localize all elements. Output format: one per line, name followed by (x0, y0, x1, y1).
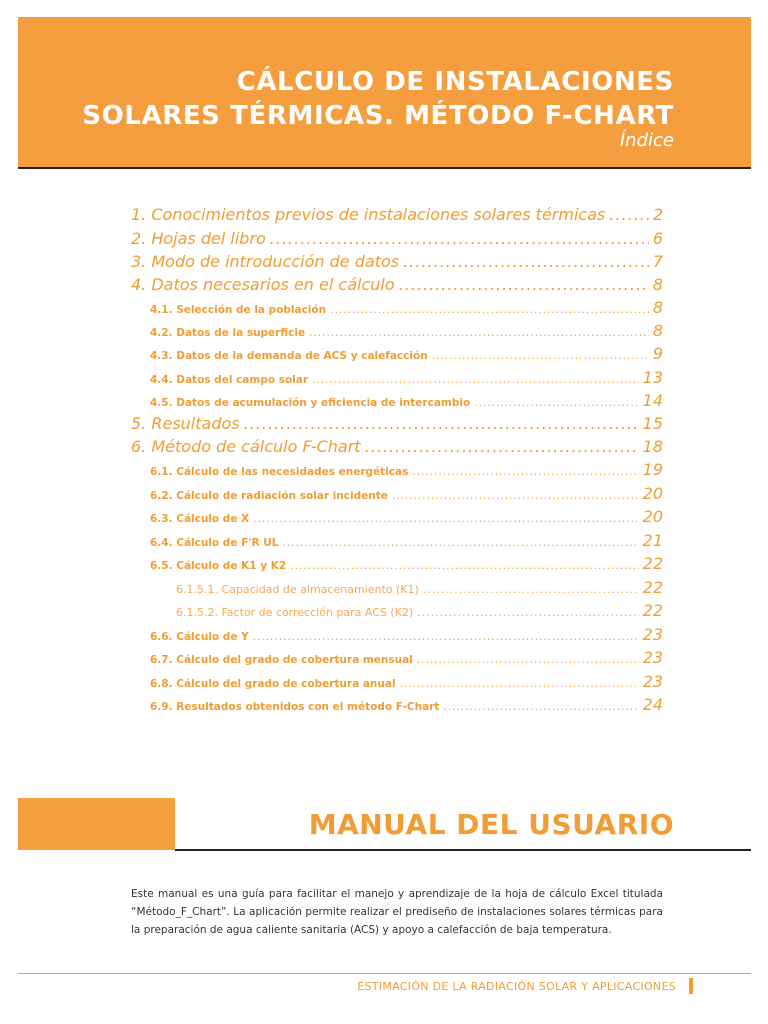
toc-leader (290, 560, 639, 572)
toc-leader (312, 374, 639, 386)
toc-entry-page: 19 (642, 460, 663, 479)
toc-entry[interactable] (131, 252, 663, 271)
toc-entry-label: 6.5. Cálculo de K1 y K2 (150, 560, 287, 572)
footer-divider (18, 973, 751, 974)
toc-entry[interactable] (150, 648, 663, 667)
toc-entry[interactable] (131, 437, 663, 456)
toc-entry[interactable] (150, 344, 663, 363)
toc-entry-page: 23 (642, 672, 663, 691)
footer-caption: ESTIMACIÓN DE LA RADIACIÓN SOLAR Y APLICACIONES (357, 980, 676, 993)
toc-entry-page: 22 (642, 554, 663, 573)
toc-leader (253, 631, 639, 643)
toc-entry-page: 20 (642, 484, 663, 503)
toc-entry-label: 6.1.5.1. Capacidad de almacenamiento (K1) (176, 583, 419, 596)
intro-paragraph: Este manual es una guía para facilitar el manejo y aprendizaje de la hoja de cálculo Excel titulada “Método_F_Chart”. La aplicación permite realizar el prediseño de instalaciones solares térmicas para la preparación de agua caliente sanitaria (ACS) y apoyo a calefacción de baja temperatura. (131, 888, 663, 936)
toc-entry-page: 18 (642, 437, 663, 456)
toc-entry-page: 8 (652, 321, 663, 340)
toc-leader (412, 466, 638, 478)
toc-entry-page: 8 (652, 298, 663, 317)
toc-leader (399, 275, 649, 294)
toc-entry-label: 4.4. Datos del campo solar (150, 374, 309, 386)
toc-entry[interactable] (150, 321, 663, 340)
toc-leader (309, 327, 649, 339)
toc-entry-page: 9 (652, 344, 663, 363)
index-subtitle: Índice (619, 130, 674, 151)
toc-entry-page: 24 (642, 695, 663, 714)
toc-entry-label: 4.3. Datos de la demanda de ACS y calefacción (150, 350, 428, 362)
toc-entry-page: 20 (642, 507, 663, 526)
toc-leader (253, 513, 638, 525)
toc-entry[interactable] (150, 298, 663, 317)
toc-leader (282, 537, 638, 549)
toc-entry-page: 14 (642, 391, 663, 410)
toc-leader (443, 701, 638, 713)
toc-entry[interactable] (150, 531, 663, 550)
toc-entry-page: 6 (652, 229, 663, 248)
toc-leader (403, 252, 649, 271)
manual-divider (175, 849, 751, 851)
toc-entry[interactable] (150, 368, 663, 387)
manual-accent-bar (18, 798, 175, 850)
toc-entry-label: 6.1.5.2. Factor de corrección para ACS (K2) (176, 606, 414, 619)
toc-entry-page: 22 (642, 601, 663, 620)
header-banner (18, 17, 751, 169)
toc-entry[interactable] (150, 554, 663, 573)
toc-leader (474, 397, 638, 409)
toc-entry-label: 4.2. Datos de la superficie (150, 327, 306, 339)
toc-leader (392, 490, 639, 502)
toc-leader (417, 606, 638, 619)
toc-entry-label: 6. Método de cálculo F-Chart (131, 437, 361, 456)
toc-entry[interactable] (150, 391, 663, 410)
toc-leader (432, 350, 649, 362)
toc-entry-label: 4.5. Datos de acumulación y eficiencia de intercambio (150, 397, 471, 409)
toc-leader (244, 414, 639, 433)
toc-leader (330, 304, 649, 316)
toc-entry-label: 1. Conocimientos previos de instalaciones solares térmicas (131, 205, 606, 224)
toc-entry[interactable] (176, 601, 663, 620)
toc-leader (609, 205, 648, 224)
toc-entry-label: 6.2. Cálculo de radiación solar incidente (150, 490, 388, 502)
toc-entry-page: 23 (642, 648, 663, 667)
toc-entry[interactable] (131, 229, 663, 248)
toc-leader (270, 229, 649, 248)
toc-entry-label: 4. Datos necesarios en el cálculo (131, 275, 395, 294)
toc-leader (365, 437, 639, 456)
toc-entry[interactable] (150, 507, 663, 526)
toc-entry-label: 4.1. Selección de la población (150, 304, 327, 316)
toc-leader (423, 583, 639, 596)
toc-entry[interactable] (150, 625, 663, 644)
footer-mark (689, 978, 693, 994)
toc-entry[interactable] (150, 672, 663, 691)
toc-entry[interactable] (150, 484, 663, 503)
toc-entry-label: 5. Resultados (131, 414, 240, 433)
toc-entry-page: 21 (642, 531, 663, 550)
document-title-line1: CÁLCULO DE INSTALACIONES (236, 67, 674, 97)
toc-entry-page: 13 (642, 368, 663, 387)
toc-leader (417, 654, 639, 666)
toc-entry[interactable] (131, 205, 663, 224)
toc-entry[interactable] (131, 414, 663, 433)
toc-entry[interactable] (131, 275, 663, 294)
toc-entry-label: 2. Hojas del libro (131, 229, 266, 248)
toc-entry-label: 6.6. Cálculo de Y (150, 631, 249, 643)
document-title-line2: SOLARES TÉRMICAS. MÉTODO F-CHART (82, 101, 674, 131)
toc-entry-label: 3. Modo de introducción de datos (131, 252, 400, 271)
toc-entry-label: 6.9. Resultados obtenidos con el método F-Chart (150, 701, 440, 713)
toc-entry-page: 7 (652, 252, 663, 271)
toc-entry-label: 6.8. Cálculo del grado de cobertura anual (150, 678, 396, 690)
toc-entry-label: 6.1. Cálculo de las necesidades energéticas (150, 466, 409, 478)
toc-entry-page: 22 (642, 578, 663, 597)
toc-entry-label: 6.7. Cálculo del grado de cobertura mensual (150, 654, 413, 666)
toc-leader (400, 678, 639, 690)
toc-entry[interactable] (150, 460, 663, 479)
toc-entry-page: 15 (642, 414, 663, 433)
toc-entry-page: 23 (642, 625, 663, 644)
toc-entry-page: 8 (652, 275, 663, 294)
toc-entry-page: 2 (652, 205, 663, 224)
toc-entry-label: 6.3. Cálculo de X (150, 513, 250, 525)
toc-entry[interactable] (176, 578, 663, 597)
toc-entry[interactable] (150, 695, 663, 714)
section-title: MANUAL DEL USUARIO (308, 808, 674, 841)
toc-entry-label: 6.4. Cálculo de F'R UL (150, 537, 279, 549)
